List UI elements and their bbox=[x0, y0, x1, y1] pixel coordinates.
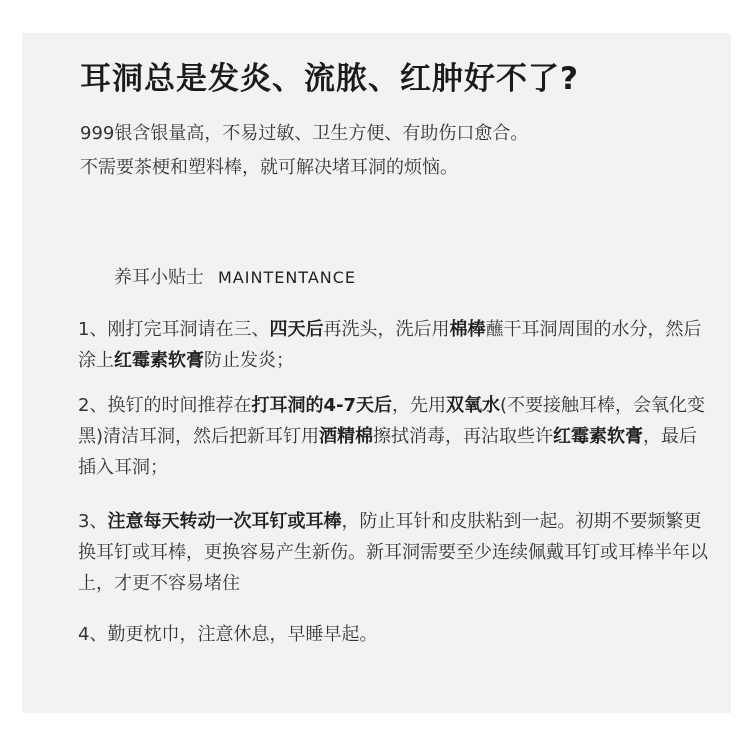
tip-2 bbox=[78, 390, 710, 483]
tip-highlight: 红霉素软膏 bbox=[114, 350, 204, 371]
tip-highlight: 红霉素软膏 bbox=[553, 426, 644, 447]
tip-highlight: 酒精棉 bbox=[319, 426, 374, 447]
tip-text: 2、换钉的时间推荐在 bbox=[78, 395, 252, 416]
tips-heading bbox=[114, 263, 356, 289]
tip-4 bbox=[78, 619, 710, 650]
intro-text bbox=[80, 117, 528, 185]
tip-text: 蘸干耳洞周围的水分，然后涂上 bbox=[78, 319, 702, 371]
tips-heading-zh: 养耳小贴士 bbox=[114, 267, 204, 288]
tip-highlight: 打耳洞的4-7天后 bbox=[251, 395, 392, 416]
headline: 耳洞总是发炎、流脓、红肿好不了? bbox=[80, 61, 579, 97]
tip-text: 防止发炎； bbox=[204, 350, 294, 371]
tips-heading-en: MAINTENTANCE bbox=[218, 268, 357, 287]
tip-text: 4、勤更枕巾，注意休息，早睡早起。 bbox=[78, 624, 378, 645]
tip-text: (不要接触耳棒，会氧化变黑)清洁耳洞，然后把新耳钉用 bbox=[78, 395, 706, 447]
tip-text: ，最后插入耳洞； bbox=[78, 426, 698, 478]
tip-1 bbox=[78, 314, 710, 376]
tip-highlight: 双氧水 bbox=[445, 395, 500, 416]
tip-text: 1、刚打完耳洞请在三、 bbox=[78, 319, 270, 340]
tip-text: 3、 bbox=[78, 511, 108, 532]
tip-highlight: 注意每天转动一次耳钉或耳棒 bbox=[107, 511, 342, 532]
tip-text: ，先用 bbox=[391, 395, 446, 416]
tip-text: 擦拭消毒，再沾取些许 bbox=[373, 426, 554, 447]
intro-line: 不需要茶梗和塑料棒，就可解决堵耳洞的烦恼。 bbox=[80, 157, 458, 178]
info-card bbox=[22, 33, 731, 713]
tip-highlight: 棉棒 bbox=[449, 319, 486, 340]
tip-text: ，防止耳针和皮肤粘到一起。初期不要频繁更换耳钉或耳棒，更换容易产生新伤。新耳洞需要至少连续佩戴耳钉或耳棒半年以上，才更不容易堵住 bbox=[78, 511, 708, 594]
tip-text: 再洗头，洗后用 bbox=[323, 319, 450, 340]
intro-line: 999银含银量高，不易过敏、卫生方便、有助伤口愈合。 bbox=[80, 123, 529, 144]
tip-3 bbox=[78, 506, 710, 599]
tip-highlight: 四天后 bbox=[269, 319, 324, 340]
